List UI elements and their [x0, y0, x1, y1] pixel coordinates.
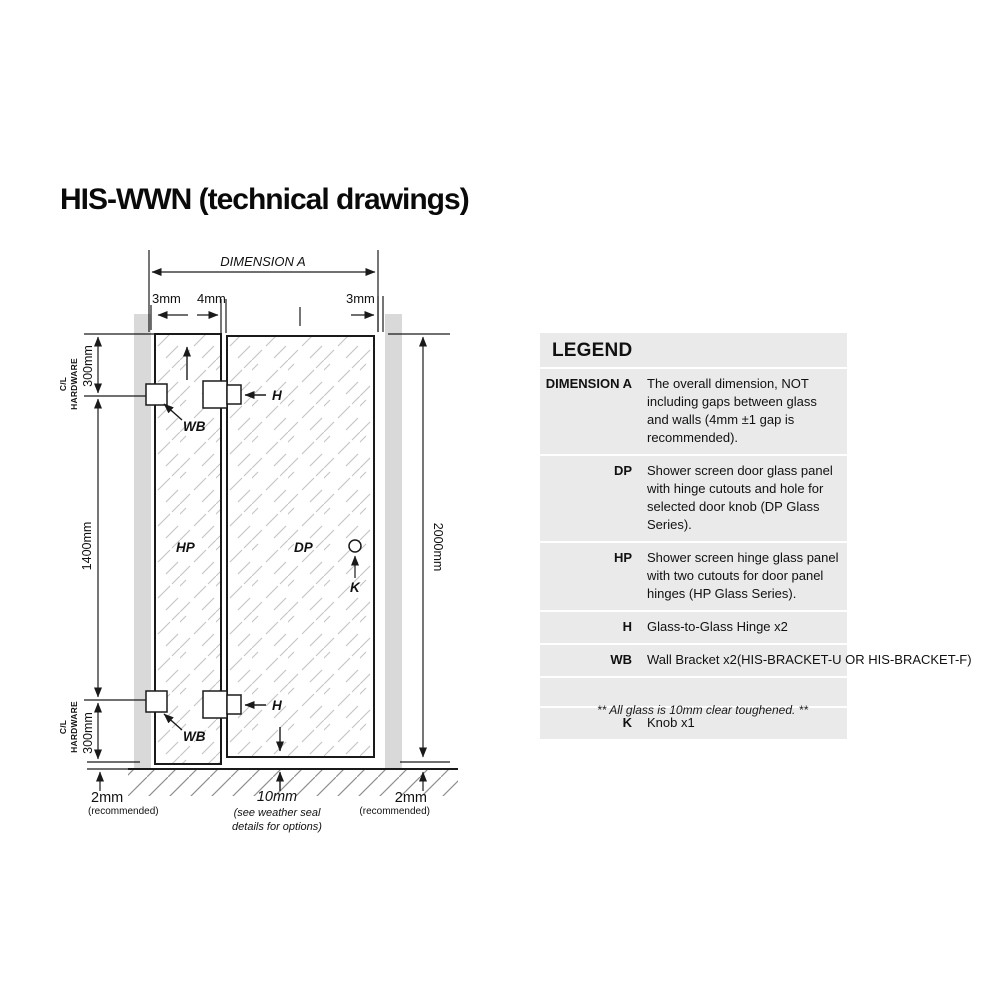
legend-desc: Knob x1: [647, 715, 695, 730]
gap-right-label: 3mm: [346, 291, 375, 306]
page-title: HIS-WWN (technical drawings): [60, 183, 469, 216]
legend-panel: [540, 333, 972, 739]
total-height-label: 2000mm: [431, 522, 445, 572]
hinge-top: [203, 381, 241, 408]
legend-desc: Shower screen door glass panel with hinge cutouts and hole for selected door knob (DP Glass Series).: [647, 463, 833, 532]
technical-drawing: [0, 0, 500, 870]
legend-term: DP: [613, 463, 632, 478]
wall-bracket-top-label: WB: [183, 419, 206, 434]
door-floor-gap-note2: details for options): [232, 821, 322, 833]
legend-desc: Glass-to-Glass Hinge x2: [647, 619, 788, 634]
hinge-top-label: H: [272, 388, 282, 403]
legend-term: DIMENSION A: [545, 376, 632, 391]
hinge-bottom: [203, 691, 241, 718]
door-floor-gap-label: 10mm: [256, 789, 298, 805]
legend-term: WB: [610, 652, 632, 667]
legend-row-wb: [540, 643, 972, 676]
top-offset-label: 300mm: [81, 345, 95, 387]
wall-bracket-bottom-label: WB: [183, 729, 206, 744]
cl-hardware-top-line2: HARDWARE: [69, 358, 79, 410]
cl-hardware-top-line1: C/L: [58, 376, 68, 392]
legend-desc: Shower screen hinge glass panel with two cutouts for door panel hinges (HP Glass Series).: [647, 550, 839, 601]
legend-desc: [647, 684, 847, 699]
wall-right: [385, 314, 402, 769]
legend-desc: The overall dimension, NOT including gaps between glass and walls (4mm ±1 gap is recommended).: [647, 376, 817, 445]
cl-hardware-bottom-line1: C/L: [58, 719, 68, 735]
legend-desc: Wall Bracket x2(HIS-BRACKET-U OR HIS-BRACKET-F): [647, 652, 972, 667]
legend-term: [540, 684, 647, 699]
legend-term: K: [622, 715, 632, 730]
legend-title: LEGEND: [552, 340, 633, 361]
gap-left-label: 3mm: [152, 291, 181, 306]
legend-row-dp: [540, 454, 847, 541]
door-panel-label: DP: [294, 540, 313, 555]
gap-middle-label: 4mm: [197, 291, 226, 306]
floor-gap-right-label: 2mm: [394, 790, 427, 806]
dimension-a-label: DIMENSION A: [220, 254, 306, 269]
legend-row-h: [540, 610, 847, 643]
legend-term: HP: [613, 550, 632, 565]
wall-bracket-bottom: [146, 691, 167, 712]
hinge-panel-label: HP: [176, 540, 195, 555]
bottom-offset-label: 300mm: [81, 712, 95, 754]
hinge-bottom-label: H: [272, 698, 282, 713]
floor-gap-left-label: 2mm: [91, 790, 124, 806]
floor-gap-left-note: (recommended): [88, 806, 159, 817]
legend-row-empty: [540, 676, 847, 706]
mid-span-label: 1400mm: [80, 521, 94, 571]
legend-row-hp: [540, 541, 847, 610]
knob-label: K: [350, 580, 360, 595]
cl-hardware-bottom-line2: HARDWARE: [69, 701, 79, 753]
door-floor-gap-note1: (see weather seal: [233, 807, 321, 819]
wall-bracket-top: [146, 384, 167, 405]
legend-footnote: ** All glass is 10mm clear toughened. **: [597, 703, 808, 717]
floor-gap-right-note: (recommended): [359, 806, 430, 817]
legend-term: H: [622, 619, 632, 634]
legend-row-dimension-a: [540, 367, 847, 454]
